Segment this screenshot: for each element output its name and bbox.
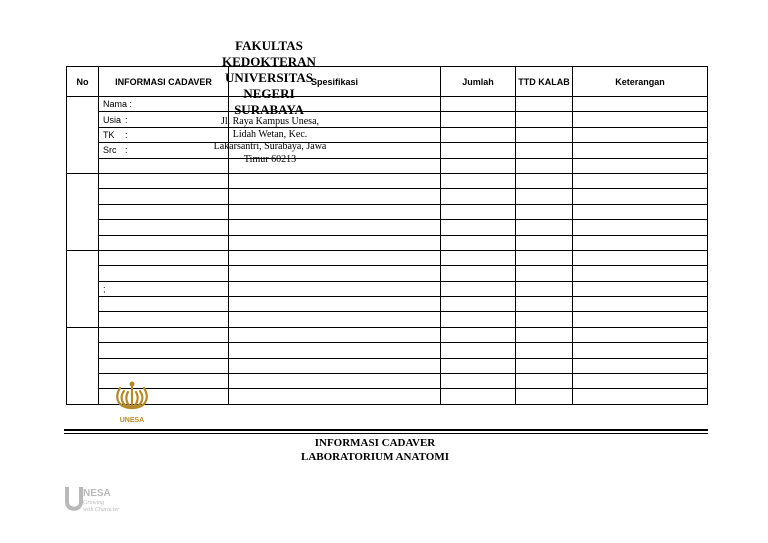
logo-text: UNESA [119, 417, 145, 424]
col-jumlah: Jumlah [441, 67, 516, 97]
table-row [67, 158, 708, 173]
table-cell [441, 220, 516, 235]
table-cell [229, 173, 441, 188]
header-line: UNIVERSITAS [225, 70, 313, 85]
table-cell [441, 374, 516, 389]
table-cell [99, 343, 229, 358]
table-cell [573, 358, 708, 373]
table-cell [229, 374, 441, 389]
table-cell [573, 173, 708, 188]
table-cell [441, 312, 516, 327]
table-cell [573, 297, 708, 312]
table-cell [573, 343, 708, 358]
field-src-label: Src [103, 145, 117, 156]
table-cell [516, 343, 573, 358]
table-cell [573, 374, 708, 389]
table-row [67, 266, 708, 281]
field-tk-label: TK [103, 129, 115, 140]
table-cell [99, 235, 229, 250]
table-cell [441, 97, 516, 112]
table-row [67, 389, 708, 404]
table-cell [441, 189, 516, 204]
table-cell [516, 173, 573, 188]
table-cell [229, 358, 441, 373]
table-row [67, 204, 708, 219]
table-row [67, 358, 708, 373]
table-cell [229, 235, 441, 250]
table-cell [516, 97, 573, 112]
table-cell [516, 327, 573, 342]
table-cell [99, 266, 229, 281]
table-row [67, 143, 708, 158]
watermark-tagline-1: Growing [83, 500, 105, 506]
table-row [67, 297, 708, 312]
table-body [67, 97, 708, 405]
table-cell [229, 204, 441, 219]
field-usia-colon: : [125, 114, 128, 125]
table-cell [441, 112, 516, 127]
col-keterangan: Keterangan [573, 67, 708, 97]
group-no-cell [67, 173, 99, 250]
table-row [67, 112, 708, 127]
table-cell [441, 204, 516, 219]
table-cell [516, 189, 573, 204]
table-cell [516, 281, 573, 296]
table-cell [441, 266, 516, 281]
group-no-cell [67, 327, 99, 404]
table-cell [441, 343, 516, 358]
header-line: SURABAYA [234, 102, 304, 117]
header-line: FAKULTAS [235, 38, 303, 53]
table-cell [99, 312, 229, 327]
table-row [67, 250, 708, 265]
table-row [67, 327, 708, 342]
table-cell [516, 297, 573, 312]
group-no-cell [67, 250, 99, 327]
footer-rule-thin [64, 433, 708, 434]
table-cell [441, 235, 516, 250]
institution-address [207, 116, 333, 166]
table-row [67, 374, 708, 389]
footer-subtitle: LABORATORIUM ANATOMI [300, 451, 449, 463]
table-cell [99, 204, 229, 219]
table-cell [573, 281, 708, 296]
table-cell [516, 220, 573, 235]
table-row [67, 189, 708, 204]
table-cell [516, 112, 573, 127]
col-spesifikasi: Spesifikasi [229, 67, 441, 97]
table-cell [441, 250, 516, 265]
table-cell [516, 389, 573, 404]
address-line: Lakarsantri, Surabaya, Jawa [213, 141, 327, 152]
table-cell [441, 281, 516, 296]
table-cell [516, 143, 573, 158]
table-cell [573, 204, 708, 219]
table-cell [229, 389, 441, 404]
table-cell [99, 189, 229, 204]
table-cell [99, 220, 229, 235]
table-cell [573, 97, 708, 112]
table-cell [441, 173, 516, 188]
table-cell [573, 143, 708, 158]
table-cell [516, 312, 573, 327]
table-cell [441, 127, 516, 142]
table-cell [229, 297, 441, 312]
table-cell [573, 235, 708, 250]
footer-title: INFORMASI CADAVER [314, 437, 436, 449]
table-cell [229, 343, 441, 358]
table-header-row [67, 67, 708, 97]
group-no-cell [67, 97, 99, 174]
table-cell [573, 127, 708, 142]
table-cell [573, 220, 708, 235]
table-cell [516, 158, 573, 173]
table-cell [229, 266, 441, 281]
table-row [67, 312, 708, 327]
table-cell [516, 127, 573, 142]
col-no: No [67, 67, 99, 97]
table-cell [516, 235, 573, 250]
table-cell [99, 250, 229, 265]
field-usia-label: Usia [103, 114, 122, 125]
table-cell [441, 389, 516, 404]
header-line: NEGERI [243, 86, 295, 101]
col-ttd-kalab: TTD KALAB [516, 67, 573, 97]
table-cell [573, 389, 708, 404]
table-cell [229, 281, 441, 296]
table-row [67, 235, 708, 250]
field-src-colon: : [125, 145, 128, 156]
table-row [67, 97, 708, 112]
table-cell [99, 173, 229, 188]
table-cell [441, 143, 516, 158]
table-cell [573, 312, 708, 327]
table-cell [229, 312, 441, 327]
table-cell [441, 297, 516, 312]
table-cell [441, 327, 516, 342]
table-cell [229, 250, 441, 265]
address-line: Timur 60213 [243, 153, 297, 165]
table-cell [229, 327, 441, 342]
table-cell [516, 266, 573, 281]
address-line: Lidah Wetan, Kec. [232, 128, 308, 140]
table-cell [229, 220, 441, 235]
table-row [67, 127, 708, 142]
stray-mark-cell: ; [99, 281, 229, 296]
unesa-logo-icon [110, 378, 154, 424]
table-cell [573, 327, 708, 342]
table-row [67, 281, 708, 296]
table-cell [573, 250, 708, 265]
watermark-text: NESA [83, 488, 111, 499]
table-cell [99, 358, 229, 373]
table-cell [441, 158, 516, 173]
table-cell [516, 358, 573, 373]
table-cell [516, 204, 573, 219]
table-row [67, 343, 708, 358]
footer-rule-thick [64, 429, 708, 431]
table-cell [573, 158, 708, 173]
table-cell [516, 374, 573, 389]
table-cell [573, 266, 708, 281]
table-cell [229, 189, 441, 204]
table-row [67, 220, 708, 235]
col-informasi-cadaver: INFORMASI CADAVER [99, 67, 229, 97]
institution-header [204, 38, 334, 118]
field-tk-colon: : [125, 129, 128, 140]
table-cell [441, 358, 516, 373]
header-line: KEDOKTERAN [222, 54, 316, 69]
field-nama: Nama : [99, 97, 229, 112]
cadaver-table [66, 66, 708, 405]
table-cell [99, 297, 229, 312]
watermark-tagline-2: with Character [83, 507, 120, 513]
table-cell [573, 189, 708, 204]
footer-title-block [200, 436, 550, 464]
table-row [67, 173, 708, 188]
table-cell [99, 327, 229, 342]
address-line: Jl. Raya Kampus Unesa, [220, 116, 320, 127]
unesa-watermark-icon [64, 484, 136, 514]
table-cell [516, 250, 573, 265]
table-cell [573, 112, 708, 127]
